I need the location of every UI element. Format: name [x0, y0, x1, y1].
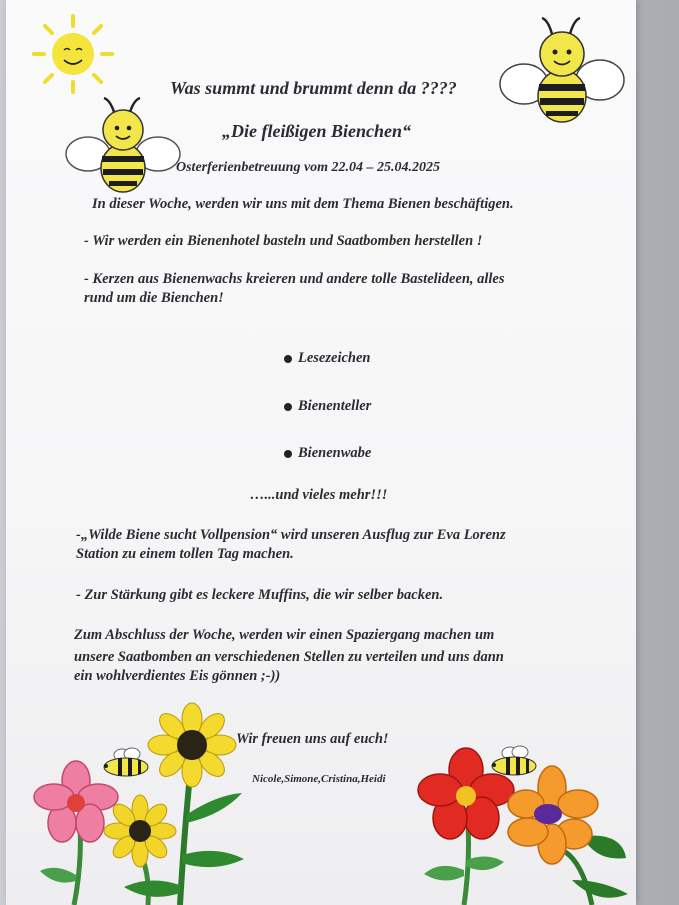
activity-line-1: - Wir werden ein Bienenhotel basteln und Saatbomben herstellen ! — [84, 233, 483, 249]
activity-line-2b: rund um die Bienchen! — [84, 290, 224, 306]
greeting-text: Wir freuen uns auf euch! — [236, 731, 389, 747]
date-line: Osterferienbetreuung vom 22.04 – 25.04.2025 — [176, 160, 441, 175]
flowers-right-drawing — [412, 740, 632, 905]
bullet-item — [284, 445, 371, 462]
bullet-item — [284, 350, 370, 367]
bullet-label: Bienenwabe — [298, 445, 372, 461]
sun-drawing — [28, 14, 118, 94]
bullet-item — [284, 398, 371, 415]
closing-line-a: Zum Abschluss der Woche, werden wir einen Spaziergang machen um — [74, 627, 495, 643]
signature-names: Nicole,Simone,Cristina,Heidi — [252, 773, 386, 785]
closing-line-c: ein wohlverdientes Eis gönnen ;-)) — [74, 668, 281, 684]
activity-line-2a: - Kerzen aus Bienenwachs kreieren und andere tolle Bastelideen, alles — [84, 271, 505, 287]
bee-drawing-left — [66, 94, 182, 198]
muffins-line: - Zur Stärkung gibt es leckere Muffins, die wir selber backen. — [76, 587, 444, 603]
flowers-left-drawing — [30, 705, 270, 905]
bee-drawing-right — [498, 14, 626, 126]
trip-line-b: Station zu einem tollen Tag machen. — [76, 546, 294, 562]
flyer-subtitle: „Die fleißigen Bienchen“ — [222, 121, 411, 141]
intro-text: In dieser Woche, werden wir uns mit dem Thema Bienen beschäftigen. — [92, 196, 514, 212]
bullet-label: Bienenteller — [298, 398, 372, 414]
closing-line-b: unsere Saatbomben an verschiedenen Stellen zu verteilen und uns dann — [74, 649, 504, 665]
flyer-title: Was summt und brummt denn da ???? — [170, 78, 457, 98]
and-more-text: …...und vieles mehr!!! — [250, 487, 388, 503]
bullet-dot — [284, 355, 292, 363]
trip-line-a: -„Wilde Biene sucht Vollpension“ wird unseren Ausflug zur Eva Lorenz — [76, 527, 506, 543]
bullet-dot — [284, 403, 292, 411]
bullet-label: Lesezeichen — [298, 350, 371, 366]
bullet-dot — [284, 450, 292, 458]
